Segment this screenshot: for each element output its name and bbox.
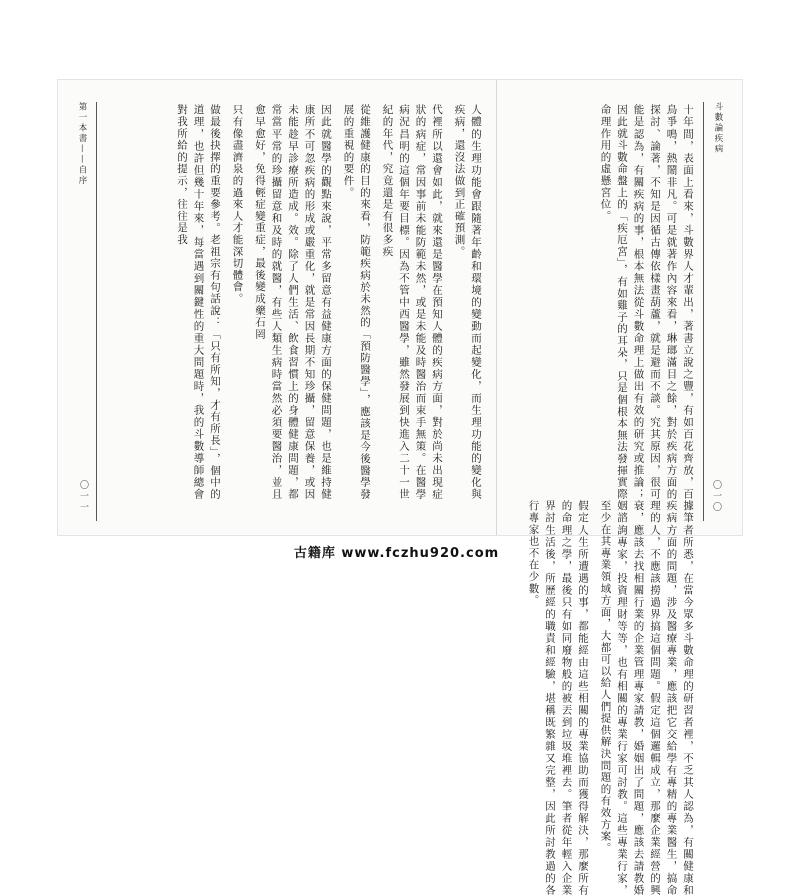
site-watermark: 古籍库 www.fczhu920.com (293, 546, 500, 561)
running-head: 第一本書——自序 (77, 102, 87, 186)
left-page (58, 80, 496, 535)
paragraph: 代裡所以還會如此，就來還是醫學在預知人體的疾病方面，對於尚未出現症狀的病症，常因事前未能防範未然，或是未能及時醫治而束手無策。在醫學病況昌明的這個年要目標。因為不管中西醫學，雖然發展到快進入二十一世紀的年代，究竟還是有很多疾 (381, 104, 443, 500)
paragraph: 因此就醫學的觀點來說，平常多留意有益健康方面的保健問題，也是維持健康所不可忽疾病的形成或嚴重化，就是常因長期不知珍攝，留意保養，或因未能趁早診療所造成。效。除了人們生活、飲食習慣上的身體健康問題，都常當平常的珍攝留意和及時的就醫，有些人類生病時當然必須要醫治，並且愈早愈好，免得輕症變重症，最後變成藥石罔 (254, 104, 332, 500)
right-page (497, 80, 742, 896)
paragraph: 據筆者所悉，在當今眾多斗數命理的研習者裡，不乏其人認為，有關健康和疾病方面的問題，涉及醫療專業，應該把它交給學有專精的專業醫生，搞命理的人，不應該撈過界搞這個問題。假定這個邏輯成立，那麼企業經營的興衰，應該去找相關行業的企業管理專家請教，婚姻出了問題，應該去請教婚姻諮詢專家，投資理財等等，也有相關的專業行家可討教。這些專業行家，至少在其專業領域方面，大都可以給人們提供解決問題的有效方案。 (599, 500, 694, 896)
page-number: 〇一〇 (711, 480, 721, 513)
margin-rule (96, 102, 97, 521)
paragraph: 人體的生理功能會跟隨著年齡和環境的變動而起變化，而生理功能的變化與疾病，還沒法做到正確預測。 (453, 104, 482, 500)
paragraph: 十年間，表面上看來，斗數界人才輩出，著書立說之豐，有如百花齊放，百鳥爭鳴，熱鬧非凡。可是就著作內容來看，琳瑯滿目之餘，對於疾病方面的探討、論著，不知是因循古傳依樣畫葫蘆，就是避而不談。究其原因，很可能是認為，有關疾病的事，根本無法從斗數命理上做出有效的研究或推論；因此就斗數命盤上的「疾厄宮」，有如雞子的耳朵，只是個根本無法發揮實際命理作用的虛懸宮位。 (599, 104, 694, 500)
paragraph: 做最後抉擇的重要參考。老祖宗有句話說：「只有所知，才有所長」，個中的道理，也許但幾十年來，每當遇到關鍵性的重大問題時，我的斗數導師總會對我所給的提示，往往是我 (176, 104, 221, 500)
running-head: 斗數論疾病 (713, 102, 723, 155)
page-number: 〇一一 (78, 480, 88, 513)
body-text (104, 104, 484, 504)
paragraph: 假定人生所遭遇的事，都能經由這些相關的專業協助而獲得解決，那麼所有的命理之學，最後只有如同廢物般的被丟到垃圾堆裡去。筆者從年輕入企業界討生活後，所歷經的職責和經驗，堪稱既繁雜又完整，因此所討教過的各行專家也不在少數。 (527, 500, 589, 896)
paragraph: 從維護健康的目的來看，防範疾病於未然的「預防醫學」，應該是今後醫學發展的重視的要件。 (342, 104, 371, 500)
margin-rule (703, 102, 704, 521)
paragraph: 只有像盡濟泉的過來人才能深切體會。 (231, 104, 244, 305)
body-text (511, 104, 696, 896)
